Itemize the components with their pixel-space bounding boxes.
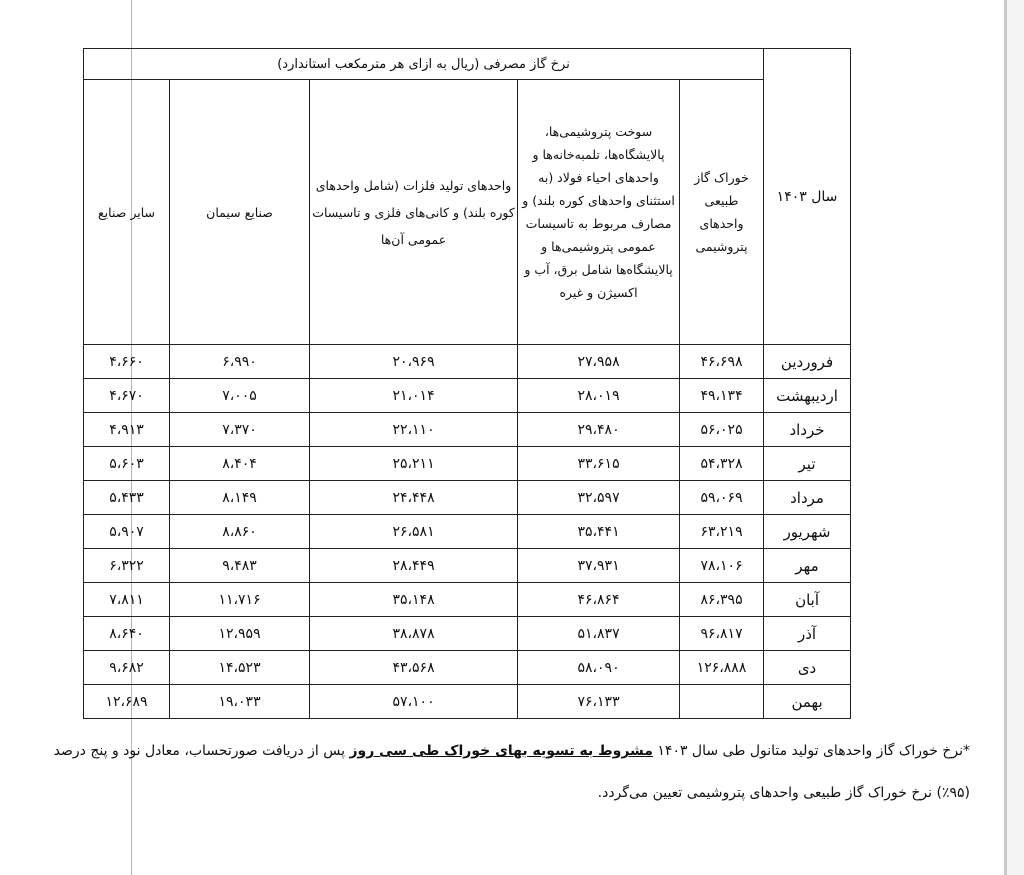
gas-rate-table [83, 48, 851, 719]
month-cell: فروردین [764, 345, 851, 379]
year-header: سال ۱۴۰۳ [764, 49, 851, 345]
rate-cell: ۲۱،۰۱۴ [310, 379, 518, 413]
rate-cell: ۱۲۶،۸۸۸ [680, 651, 764, 685]
rate-cell: ۵،۹۰۷ [84, 515, 170, 549]
rate-cell: ۲۹،۴۸۰ [518, 413, 680, 447]
col-header-cement: صنایع سیمان [170, 80, 310, 345]
rate-cell: ۴۶،۶۹۸ [680, 345, 764, 379]
rate-cell: ۶۳،۲۱۹ [680, 515, 764, 549]
table-row [84, 583, 851, 617]
table-row [84, 515, 851, 549]
month-cell: بهمن [764, 685, 851, 719]
rate-cell: ۵۴،۳۲۸ [680, 447, 764, 481]
month-cell: تیر [764, 447, 851, 481]
rate-cell: ۱۹،۰۳۳ [170, 685, 310, 719]
col-header-metals: واحدهای تولید فلزات (شامل واحدهای کوره بلند) و کانی‌های فلزی و تاسیسات عمومی آن‌ها [310, 80, 518, 345]
table-row [84, 345, 851, 379]
rate-cell: ۱۲،۶۸۹ [84, 685, 170, 719]
table-row [84, 549, 851, 583]
rate-cell: ۳۲،۵۹۷ [518, 481, 680, 515]
table-row [84, 413, 851, 447]
rate-cell: ۲۷،۹۵۸ [518, 345, 680, 379]
page-edge [1004, 0, 1007, 875]
rate-cell: ۲۸،۰۱۹ [518, 379, 680, 413]
table-row [84, 651, 851, 685]
month-cell: دی [764, 651, 851, 685]
rate-cell: ۳۵،۴۴۱ [518, 515, 680, 549]
rate-cell: ۳۸،۸۷۸ [310, 617, 518, 651]
footnote [35, 730, 970, 814]
rate-cell: ۵،۴۳۳ [84, 481, 170, 515]
month-cell: شهریور [764, 515, 851, 549]
footnote-text-2: پس از دریافت صورتحساب، معادل نود و پنج درصد (۹۵٪) نرخ خوراک گاز طبیعی واحدهای پتروشیمی تعیین می‌گردد. [53, 743, 970, 801]
rate-cell: ۸،۴۰۴ [170, 447, 310, 481]
rate-cell: ۳۷،۹۳۱ [518, 549, 680, 583]
table-row [84, 379, 851, 413]
rate-cell: ۵،۶۰۳ [84, 447, 170, 481]
table-row [84, 617, 851, 651]
rate-cell: ۴۶،۸۶۴ [518, 583, 680, 617]
rate-cell: ۸،۱۴۹ [170, 481, 310, 515]
rate-cell: ۴،۶۷۰ [84, 379, 170, 413]
rate-cell: ۱۱،۷۱۶ [170, 583, 310, 617]
rate-cell: ۶،۹۹۰ [170, 345, 310, 379]
month-cell: آبان [764, 583, 851, 617]
rate-cell: ۶،۳۲۲ [84, 549, 170, 583]
rate-cell: ۳۵،۱۴۸ [310, 583, 518, 617]
rate-cell: ۴۳،۵۶۸ [310, 651, 518, 685]
month-cell: مرداد [764, 481, 851, 515]
rate-cell: ۸،۶۴۰ [84, 617, 170, 651]
rate-cell: ۷،۸۱۱ [84, 583, 170, 617]
table-row [84, 447, 851, 481]
rate-cell: ۷۸،۱۰۶ [680, 549, 764, 583]
footnote-highlight: مشروط به تسویه بهای خوراک طی سی روز [349, 743, 653, 759]
month-cell: آذر [764, 617, 851, 651]
rate-cell: ۲۸،۴۴۹ [310, 549, 518, 583]
rate-cell: ۴،۹۱۳ [84, 413, 170, 447]
month-cell: خرداد [764, 413, 851, 447]
rate-cell: ۳۳،۶۱۵ [518, 447, 680, 481]
rate-cell: ۷،۰۰۵ [170, 379, 310, 413]
rate-cell: ۷۶،۱۳۳ [518, 685, 680, 719]
rate-cell: ۲۰،۹۶۹ [310, 345, 518, 379]
rate-cell: ۵۸،۰۹۰ [518, 651, 680, 685]
rate-cell: ۱۴،۵۲۳ [170, 651, 310, 685]
rate-cell: ۵۱،۸۳۷ [518, 617, 680, 651]
rate-cell: ۴،۶۶۰ [84, 345, 170, 379]
table-row [84, 481, 851, 515]
table-row [84, 685, 851, 719]
rate-cell: ۴۹،۱۳۴ [680, 379, 764, 413]
month-cell: مهر [764, 549, 851, 583]
rate-cell: ۵۷،۱۰۰ [310, 685, 518, 719]
table-body [84, 345, 851, 719]
rate-cell [680, 685, 764, 719]
footnote-text-1: نرخ خوراک گاز واحدهای تولید متانول طی سال ۱۴۰۳ [657, 743, 963, 759]
rate-cell: ۲۵،۲۱۱ [310, 447, 518, 481]
rate-cell: ۲۴،۴۴۸ [310, 481, 518, 515]
col-header-petrochemical-feed: خوراک گاز طبیعی واحدهای پتروشیمی [680, 80, 764, 345]
rate-cell: ۵۶،۰۲۵ [680, 413, 764, 447]
rate-cell: ۹،۶۸۲ [84, 651, 170, 685]
month-cell: اردیبهشت [764, 379, 851, 413]
rate-cell: ۹۶،۸۱۷ [680, 617, 764, 651]
footnote-star: * [963, 743, 970, 759]
rate-cell: ۸،۸۶۰ [170, 515, 310, 549]
rate-cell: ۲۲،۱۱۰ [310, 413, 518, 447]
gas-rate-super-header: نرخ گاز مصرفی (ریال به ازای هر مترمکعب استاندارد) [84, 49, 764, 80]
col-header-petrochemical-fuel: سوخت پتروشیمی‌ها، پالایشگاه‌ها، تلمبه‌خانه‌ها و واحدهای احیاء فولاد (به استثنای واحدهای کوره بلند) و مصارف مربوط به تاسیسات عمومی پتروشیمی‌ها و پالایشگاه‌ها شامل برق، آب و اکسیژن و غیره [518, 80, 680, 345]
rate-cell: ۹،۴۸۳ [170, 549, 310, 583]
rate-cell: ۸۶،۳۹۵ [680, 583, 764, 617]
col-header-other-industries: سایر صنایع [84, 80, 170, 345]
rate-cell: ۲۶،۵۸۱ [310, 515, 518, 549]
rate-cell: ۷،۳۷۰ [170, 413, 310, 447]
rate-cell: ۵۹،۰۶۹ [680, 481, 764, 515]
rate-cell: ۱۲،۹۵۹ [170, 617, 310, 651]
